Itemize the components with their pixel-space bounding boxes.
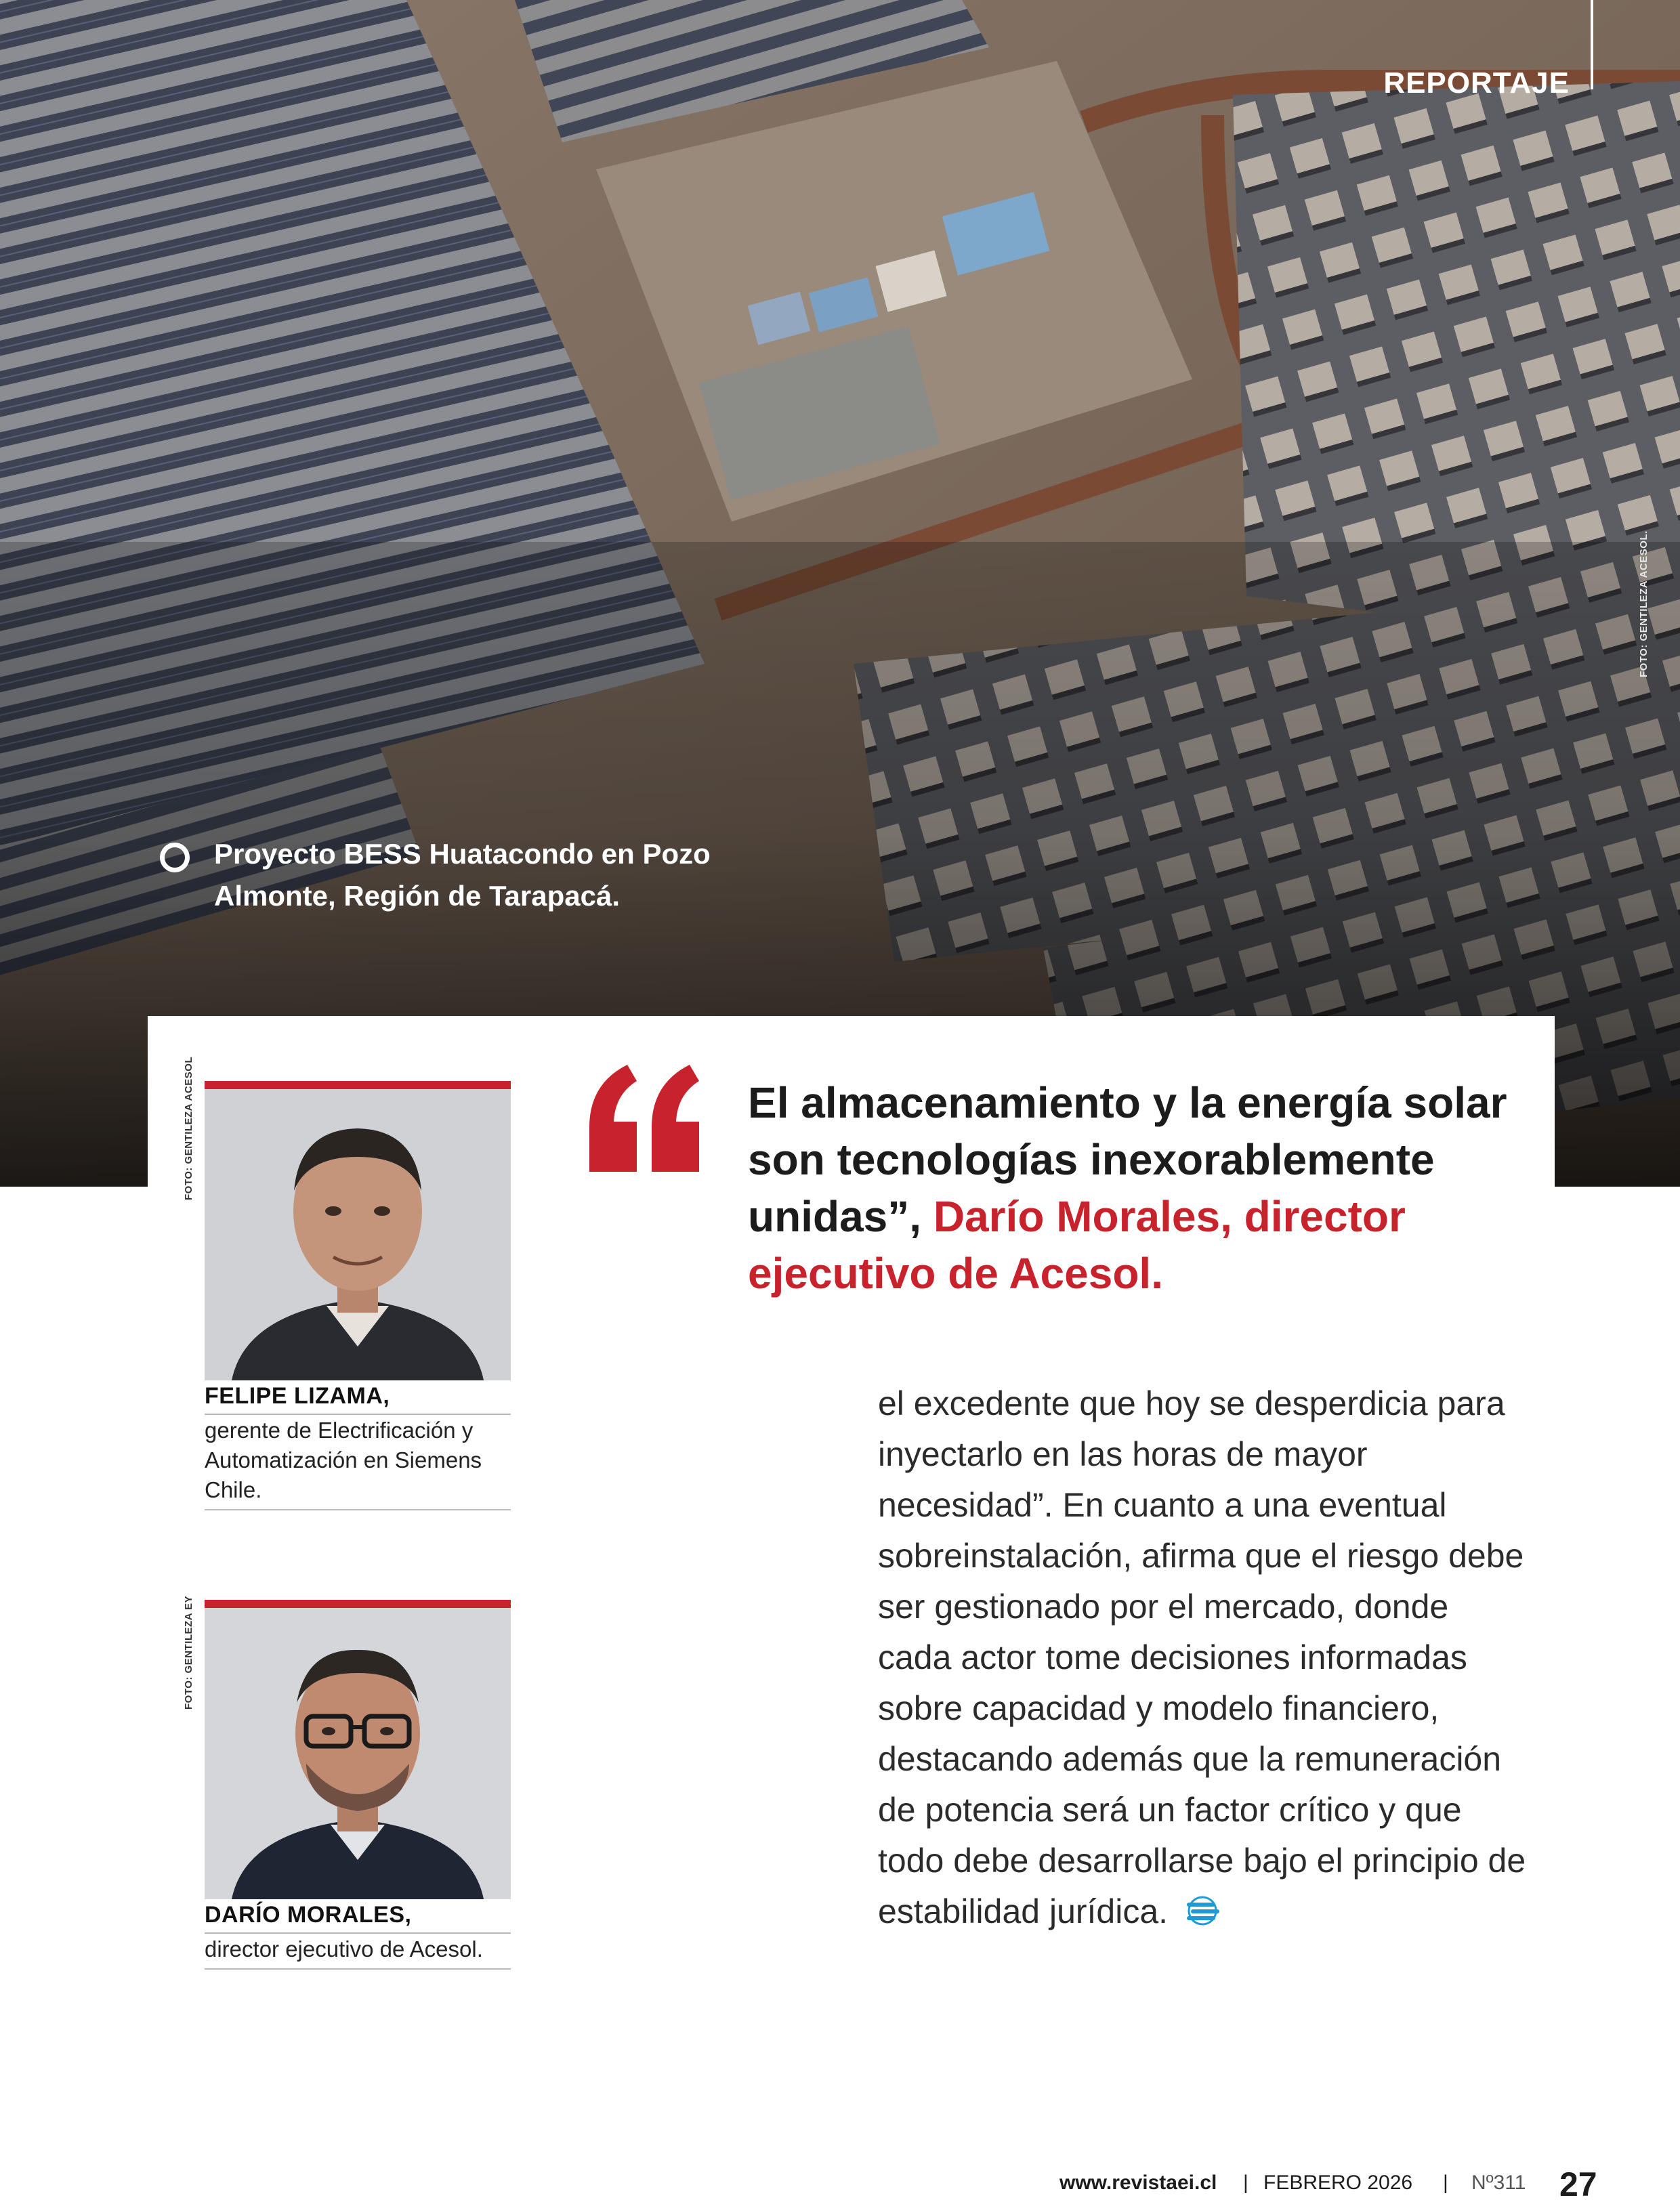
hero-photo-credit: FOTO: GENTILEZA ACESOL. <box>1638 530 1650 677</box>
portrait-dario-morales <box>205 1608 511 1899</box>
footer-issue: Nº311 <box>1471 2171 1526 2194</box>
pull-quote-text: El almacenamiento y la energía solar son tecnologías inexorablemente unidas”, <box>748 1078 1507 1241</box>
quote-mark-icon <box>584 1057 706 1179</box>
profile-photo <box>205 1081 511 1380</box>
magazine-end-mark-icon <box>1184 1896 1221 1926</box>
profile-photo-credit: FOTO: GENTILEZA EY <box>183 1595 194 1710</box>
body-text <box>878 1378 1528 1937</box>
footer-url: www.revistaei.cl <box>1059 2171 1217 2194</box>
pull-quote-attribution: Darío Morales, director ejecutivo de Acesol. <box>748 1192 1406 1298</box>
section-tag-rule <box>1591 0 1593 89</box>
page-footer <box>1043 2165 1612 2203</box>
profile-photo <box>205 1600 511 1899</box>
body-paragraph: el excedente que hoy se desperdicia para inyectarlo en las horas de mayor necesidad”. En cuanto a una eventual sobreinstalación, afirma que el riesgo debe ser gestionado por el mercado, donde cada actor tome decisiones informadas sobre capacidad y modelo financiero, destacando además que la remuneración de potencia será un factor crítico y que todo debe desarrollarse bajo el principio de estabilidad jurídica. <box>878 1384 1526 1930</box>
profile-name: DARÍO MORALES, <box>205 1902 511 1934</box>
pull-quote <box>748 1074 1540 1302</box>
profile-role: gerente de Electrificación y Automatización en Siemens Chile. <box>205 1416 511 1510</box>
profile-name: FELIPE LIZAMA, <box>205 1383 511 1415</box>
profile-role: director ejecutivo de Acesol. <box>205 1934 511 1970</box>
circle-outline-icon <box>160 843 190 872</box>
footer-separator: | <box>1243 2171 1248 2194</box>
footer-date: FEBRERO 2026 <box>1263 2171 1413 2194</box>
hero-caption-text: Proyecto BESS Huatacondo en Pozo Almonte, Región de Tarapacá. <box>214 838 711 912</box>
portrait-felipe-lizama <box>205 1089 511 1380</box>
page-number: 27 <box>1559 2165 1597 2203</box>
profile-photo-credit: FOTO: GENTILEZA ACESOL <box>183 1056 194 1200</box>
footer-separator: | <box>1443 2171 1448 2194</box>
section-tag: REPORTAJE <box>1383 66 1570 100</box>
